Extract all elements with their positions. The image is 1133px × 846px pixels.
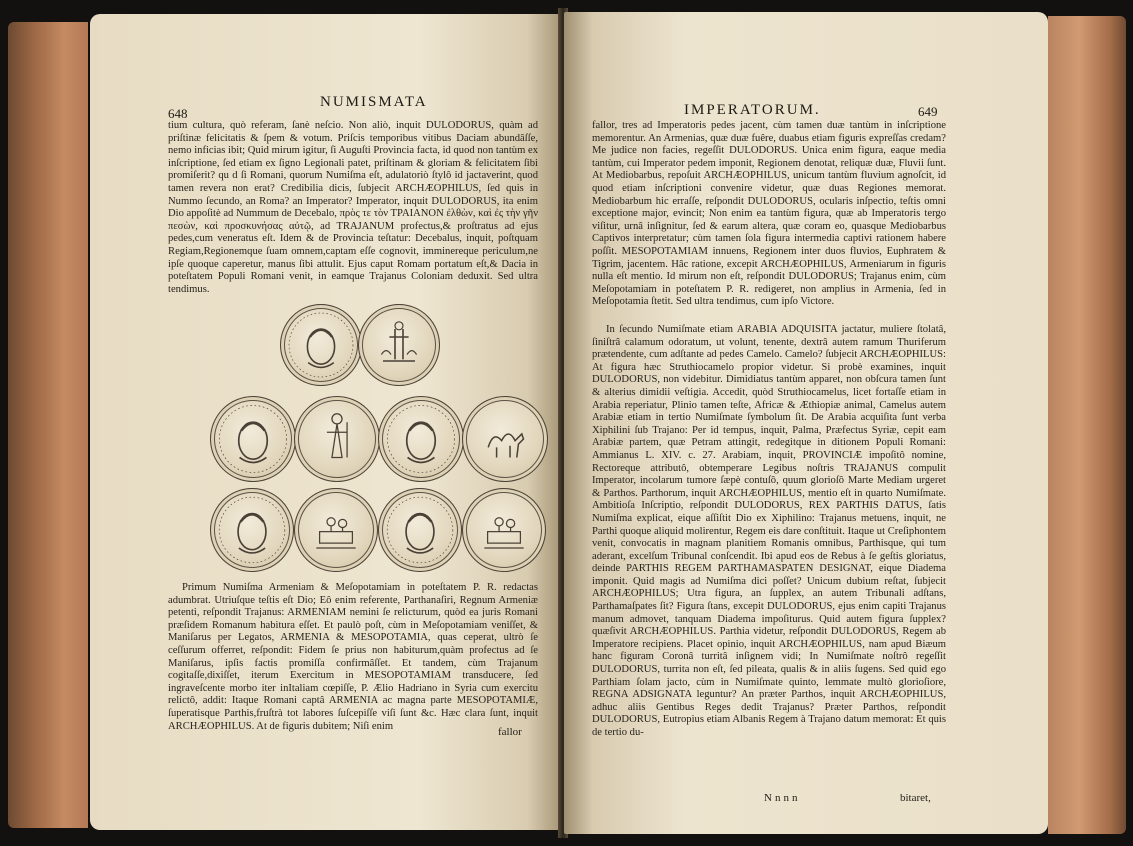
left-text-top	[168, 120, 538, 302]
right-page-number: 649	[918, 104, 938, 119]
coin-engraving	[379, 489, 461, 571]
left-paragraph-2: Primum Numiſma Armeniam & Meſopotamiam in poteſtatem P. R. redactas adumbrat. Utriuſque teſtis eſt Dio; Eô enim referente, Parthanaſiri, Regnum Armeniæ petenti, reſpondit Trajanus: ARMENIAM nemini ſe relicturum, quòd ea juris Romani præſidem Romanum habitura eſſet. Et paulò poſt, cùm in Meſopotamiam veniſſet, & Maniſarus per Legatos, ARMENIA & MESOPOTAMIA, quas ceperat, ultrò ſe ceſſurum offerret, reſpondit: Fidem ſe prius non habiturum,quàm profectus ad ſe Maniſarus, ipſis factis promiſſa confirmâſſet. Et tandem, cùm Trajanum cogitaſſe,dixiſſet, iterum Exercitum in MESOPOTAMIAM transducere, ſed ingraveſcente morbo iter inItaliam cœpiſſe, P. Ælio Hadriano in Syria cum exercitu relictô, addit: Itaque Romani captâ ARMENIA ac magna parte MESOPOTAMIÆ, ſuperatisque Parthis,fruſtrà tot labores ſuſcepiſſe viſi ſunt &c. Hæc clara ſunt, inquit ARCHÆOPHILUS. At de figuris dubitem; Niſi enim	[168, 582, 538, 732]
right-running-head: IMPERATORUM.	[684, 102, 821, 118]
left-catchword: fallor	[498, 726, 522, 738]
left-page-number: 648	[168, 106, 188, 121]
right-page	[564, 12, 1048, 834]
right-text-top	[592, 120, 946, 322]
coin-engraving	[211, 397, 295, 481]
coin-6	[462, 396, 548, 482]
left-paragraph-1: tium cultura, quò referam, ſanè neſcio. Non aliò, inquit DULODORUS, quàm ad priſtinæ felicitatis & ſpem & votum. Priſcis temporibus vitibus Daciam abundâſſe, nemo inficias ibit; Quid mirum igitur, ſi Auguſti Provincia facta, id quod non tantùm ex inſcriptione, ſed etiam ex ſigno Legionali patet, priſtinam & gloriam & felicitatem ſibi promiſerit? qu d ſi Romani, quorum Numiſma eſt, adulatoriò ſtylô id jactaverint, quod tamen revera non erat? Credibilia dicis, ſubjecit ARCHÆOPHILUS, ſed quis in Nummo ſecundo, an Roma? an Imperator? Imperator, inquit DULODORUS, ita enim Dio appoſitè ad Nummum de Decebalo, πρὸς τε τὸν ΤΡΑΙΑΝΟΝ ἐλθὼν, καὶ ἐς τὴν γῆν πεσὼν, καὶ προσκυνήσας αὐτῷ, ad TRAJANUM profectus,& proſtratus ad ejus pedes,cum veneratus eſt. Idem & de Provincia teſtatur: Decebalus, inquit, poſtquam Regiam,Regionemque ſuam omnem,captam eſſe cognovit, imminereque periculum,ne ipſe quoque caperetur, manus ſibi attulit. Ejus caput Romam portatum eſt,& Dacia in poteſtatem Populi Romani venit, in eamque Trajanus Coloniam deduxit. Sed ultra tendimus.	[168, 120, 538, 295]
coin-plate	[210, 304, 540, 574]
left-page	[90, 14, 560, 830]
coin-engraving	[295, 489, 377, 571]
right-paragraph-2: In ſecundo Numiſmate etiam ARABIA ADQUISITA jactatur, muliere ſtolatâ, ſiniſtrâ calamum odoratum, ut volunt, tenente, dextrâ autem ramum Thuriferum prætendente, cum adſtante ad pedes Camelo. Camelo? ſubjecit ARCHÆOPHILUS: At figura hæc Struthiocamelo propior videtur. Si probè examines, inquit DULODORUS, non videbitur. Dimidiatus tantùm apparet, non obſcura tamen ſunt & alterius dimidii veſtigia. Accedit, quòd Struthiocamelus, licet fortaſſe etiam in Arabia reperiatur, Plinio tamen teſte, Africæ & Æthiopiæ animal, Camelus autem Arabiæ etiam in tertio Numiſmate ſymbolum ſit. De Arabia acquiſita ſunt verba Xiphilini ſub Trajano: Per id tempus, inquit, Palma, Præfectus Syriæ, cepit eam Arabiæ partem, quæ Petram attingit, redegitque in ditionem Populi Romani: Ammianus L. XIV. c. 27. Arabiam, inquit, PROVINCIÆ impoſitô nomine, Rectoreque attributô, obtemperare Legibus noſtris TRAJANUS compulit Imperator, incolarum tumore ſæpè contuſô, quum glorioſô Marte Mediam urgeret & Parthos. Parthorum, inquit ARCHÆOPHILUS, mentio eſt in quarto Numiſmate. Ambitioſa Inſcriptio, reſpondit DULODORUS, REX PARTHIS DATUS, ſatis Numiſma explicat, eique aſſiſtit Dio ex Xiphilino: Trajanus metuens, inquit, ne Parthi quoque aliquid molirentur, Regem eis dare conſtituit. Itaque ut Creſiphontem venit, convocatis in magnam planitiem Romanis omnibus, Parthisque, qui tum aderant, excelſum Tribunal conſcendit. Ibi apud eos de Rebus à ſe geſtis gloriatus, deinde PARTHIS REGEM PARTHAMASPATEN DESIGNAT, eique Diadema imponit. Quid magis ad Numiſma dici poſſet? Unicum dubium reſtat, ſubjecit ARCHÆOPHILUS; Utra figura, an ſupplex, an autem Tribunali adſtans, Parthamaſpates ſit? Figura ſtans, excepit DULODORUS, ejus enim capiti Trajanus manum admovet, tanquam Diadema impoſiturus. Quid autem figura ſupplex? quæſivit ARCHÆOPHILUS. Parthia videtur, reſpondit DULODORUS, Regem ab Imperatore recipiens. Placet opinio, inquit ARCHÆOPHILUS, nam apud Biæum hanc figuram Coronâ turritâ inſignem vidi; In Numiſmate noſtrô regeſſit DULODORUS, turrita non eſt, ſed pileata, qualis & in aliis ſugens. Sed quid ego Parthiam ſolam jacto, cùm in Numiſmate quinto, lemmate multò glorioſiore, REGNA ADSIGNATA leguntur? An præter Parthos, inquit ARCHÆOPHILUS, adhuc aliis Gentibus Reges dedit Trajanus? Præter Parthos, reſpondit DULODORUS, Eutropius etiam Albanis Regem à Trajano datum memorat: Et quis de tertio du-	[592, 324, 946, 738]
right-page-edges	[1048, 16, 1126, 834]
coin-10	[462, 488, 546, 572]
left-text-bottom	[168, 582, 538, 734]
coin-9	[378, 488, 462, 572]
coin-engraving	[359, 305, 439, 385]
left-page-edges	[8, 22, 88, 828]
right-catchword: bitaret,	[900, 792, 931, 804]
coin-2	[358, 304, 440, 386]
signature-mark: Nnnn	[764, 792, 801, 804]
coin-engraving	[379, 397, 463, 481]
coin-1	[280, 304, 362, 386]
coin-engraving	[463, 489, 545, 571]
right-text-main	[592, 324, 946, 792]
coin-engraving	[463, 397, 547, 481]
coin-8	[294, 488, 378, 572]
coin-7	[210, 488, 294, 572]
coin-engraving	[295, 397, 379, 481]
coin-5	[378, 396, 464, 482]
coin-4	[294, 396, 380, 482]
right-paragraph-1: fallor, tres ad Imperatoris pedes jacent, cùm tamen duæ tantùm in inſcriptione memorentur. An Armenias, quæ duæ fuêre, duabus etiam figuris expreſſas credam? Me judice non facies, regeſſit DULODORUS. Unica enim figura, eaque media tantùm, cui Imperator pedem imponit, Regionem denotat, reliquæ duæ, Fluvii ſunt. At Mediobarbus, repoſuit ARCHÆOPHILUS, unicum tantùm fluvium agnoſcit, id quod etiam inſcriptioni convenire videtur, quæ duas Regiones memorat. Mediobarbum hic erraſſe, reſpondit DULODORUS, ocularis inſpectio, teſtis omni exceptione major, evincit; Non enim ea tantùm figura, quæ ab Imperatoris tergo viſitur, urnâ inſignitur, ſed & earum altera, quæ coram eo, quasque Mediobarbus Captivos interpretatur; cùm tamen ſola figura intermedia captivi rationem habere poſſit. MESOPOTAMIAM innuens, Regionem inter duos fluvios, Euphratem & Tigrim, jacentem. Hâc ratione, excepit ARCHÆOPHILUS, Armeniarum in figuris nulla eſt mentio. Id mirum non eſt, reſpondit DULODORUS; Trajanus enim, cùm Meſopotamiam in poteſtatem P. R. redigeret, non amplius in Armenia, ſed in Meſopotamia ſtetit. Sed ultra tendimus, cum ipſo Victore.	[592, 120, 946, 308]
coin-engraving	[211, 489, 293, 571]
left-running-head: NUMISMATA	[320, 94, 428, 110]
coin-3	[210, 396, 296, 482]
coin-engraving	[281, 305, 361, 385]
